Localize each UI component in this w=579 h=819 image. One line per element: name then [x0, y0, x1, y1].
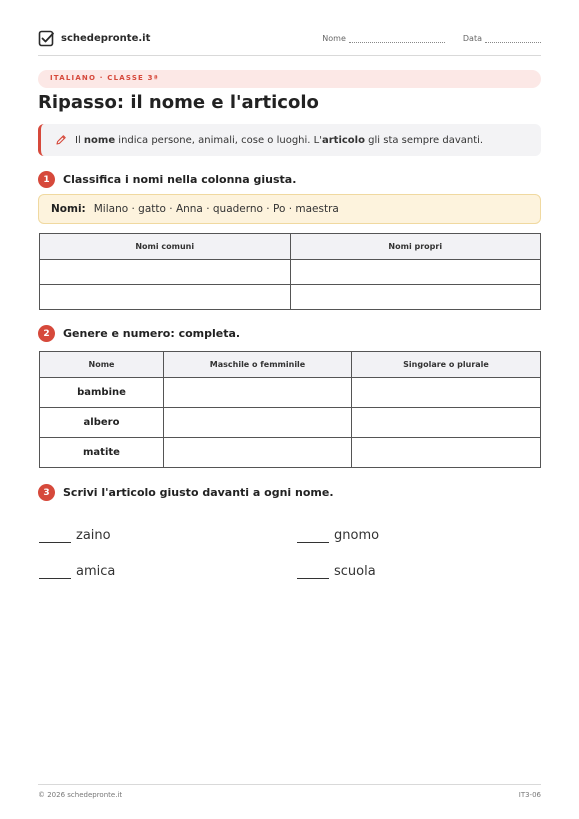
column-header: Maschile o femminile	[164, 352, 352, 378]
question-text: Scrivi l'articolo giusto davanti a ogni nome.	[63, 486, 334, 499]
answer-cell[interactable]	[40, 260, 291, 285]
footer-copyright: © 2026 schedepronte.it	[38, 791, 123, 799]
question-2	[38, 325, 240, 342]
question-number: 3	[38, 484, 55, 501]
article-blank[interactable]	[297, 567, 329, 579]
table-row	[40, 285, 541, 310]
column-header: Singolare o plurale	[352, 352, 541, 378]
column-header: Nome	[40, 352, 164, 378]
name-label: Nome	[322, 34, 346, 43]
question-number: 2	[38, 325, 55, 342]
page-title: Ripasso: il nome e l'articolo	[38, 92, 319, 113]
footer-code: IT3-06	[518, 791, 541, 799]
article-blank[interactable]	[297, 531, 329, 543]
question-3	[38, 484, 334, 501]
article-item	[39, 528, 111, 543]
name-date-fields	[322, 34, 541, 43]
table-header-row	[40, 234, 541, 260]
answer-cell[interactable]	[164, 408, 352, 438]
answer-cell[interactable]	[290, 285, 541, 310]
question-text: Genere e numero: completa.	[63, 327, 241, 340]
column-header: Nomi propri	[290, 234, 541, 260]
date-label: Data	[462, 34, 482, 43]
noun-cell: bambine	[40, 378, 164, 408]
article-item	[39, 564, 115, 579]
gender-number-table	[39, 351, 541, 468]
noun-word: gnomo	[334, 528, 380, 543]
answer-cell[interactable]	[164, 438, 352, 468]
answer-cell[interactable]	[352, 378, 541, 408]
word-bank-words: Milano · gatto · Anna · quaderno · Po · maestra	[93, 203, 339, 215]
noun-cell: albero	[40, 408, 164, 438]
name-blank[interactable]	[349, 36, 445, 43]
word-bank	[38, 194, 541, 224]
page-footer	[38, 784, 541, 799]
noun-word: zaino	[76, 528, 111, 543]
site-logo	[38, 30, 150, 47]
noun-word: amica	[76, 564, 116, 579]
question-number: 1	[38, 171, 55, 188]
article-blank[interactable]	[39, 567, 71, 579]
subject-label: ITALIANO · CLASSE 3ª	[50, 74, 159, 82]
subject-tag	[38, 70, 541, 88]
table-row	[40, 378, 541, 408]
answer-cell[interactable]	[352, 438, 541, 468]
table-header-row	[40, 352, 541, 378]
date-blank[interactable]	[485, 36, 541, 43]
table-row	[40, 260, 541, 285]
word-bank-label: Nomi:	[51, 203, 86, 215]
pencil-icon	[55, 134, 67, 146]
table-row	[40, 438, 541, 468]
article-item	[297, 528, 379, 543]
answer-cell[interactable]	[40, 285, 291, 310]
answer-cell[interactable]	[290, 260, 541, 285]
article-blank[interactable]	[39, 531, 71, 543]
site-name: schedepronte.it	[61, 33, 151, 44]
checkbox-logo-icon	[38, 30, 55, 47]
name-field[interactable]	[322, 34, 445, 43]
table-row	[40, 408, 541, 438]
column-header: Nomi comuni	[40, 234, 291, 260]
page-header	[38, 28, 541, 56]
answer-cell[interactable]	[352, 408, 541, 438]
noun-word: scuola	[334, 564, 376, 579]
noun-cell: matite	[40, 438, 164, 468]
classify-table	[39, 233, 541, 310]
answer-cell[interactable]	[164, 378, 352, 408]
question-1	[38, 171, 296, 188]
question-text: Classifica i nomi nella colonna giusta.	[63, 173, 297, 186]
note-text: Il nome indica persone, animali, cose o luoghi. L'articolo gli sta sempre davanti.	[75, 134, 484, 146]
article-item	[297, 564, 376, 579]
date-field[interactable]	[463, 34, 541, 43]
info-note	[38, 124, 541, 156]
